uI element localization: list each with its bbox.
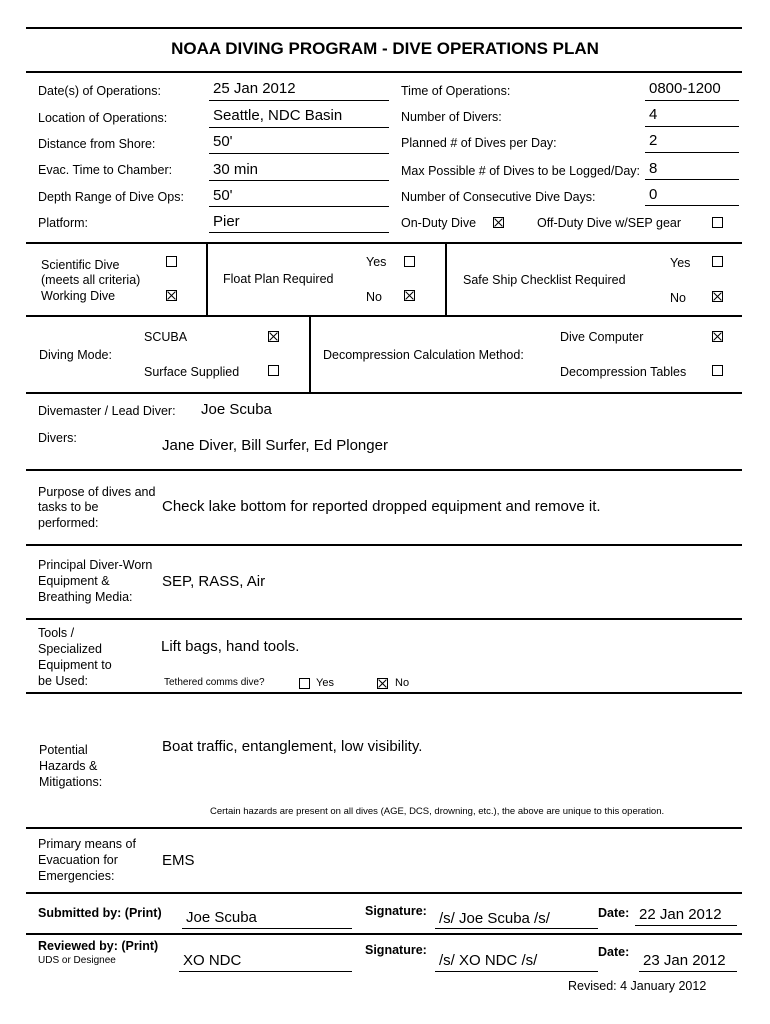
divider: [445, 243, 447, 315]
consec-label: Number of Consecutive Dive Days:: [401, 190, 596, 204]
max-dives-underline: [645, 179, 739, 180]
scientific-dive-label: Scientific Dive: [41, 258, 120, 272]
signature-label: Signature:: [365, 943, 427, 957]
diving-mode-label: Diving Mode:: [39, 348, 112, 362]
submitted-label: Submitted by: (Print): [38, 906, 162, 920]
signature-label: Signature:: [365, 904, 427, 918]
section-rule: [26, 242, 742, 244]
meets-criteria-label: (meets all criteria): [41, 273, 141, 287]
platform-field[interactable]: Pier: [213, 213, 240, 230]
date-label: Date:: [598, 945, 630, 959]
dive-computer-checkbox[interactable]: [712, 331, 723, 342]
tools-label: be Used:: [38, 674, 89, 688]
scientific-dive-checkbox[interactable]: [166, 256, 177, 267]
time-label: Time of Operations:: [401, 84, 511, 98]
section-rule: [26, 618, 742, 620]
hazards-note: Certain hazards are present on all dives (AGE, DCS, drowning, etc.), the above are unique to this operation.: [210, 806, 665, 817]
safe-ship-no-checkbox[interactable]: [712, 291, 723, 302]
tethered-no-label: No: [395, 677, 410, 689]
depth-label: Depth Range of Dive Ops:: [38, 190, 184, 204]
consec-field[interactable]: 0: [649, 186, 658, 203]
offduty-label: Off-Duty Dive w/SEP gear: [537, 216, 682, 230]
depth-field[interactable]: 50': [213, 187, 233, 204]
submitted-signature-underline: [435, 928, 598, 929]
section-rule: [26, 315, 742, 317]
evac-label: Evac. Time to Chamber:: [38, 163, 173, 177]
float-no-label: No: [366, 290, 382, 304]
equipment-label: Equipment &: [38, 574, 110, 588]
offduty-checkbox[interactable]: [712, 217, 723, 228]
reviewed-label: Reviewed by: (Print): [38, 939, 159, 953]
tools-label: Equipment to: [38, 658, 112, 672]
dates-underline: [209, 100, 389, 101]
purpose-label: Purpose of dives and: [38, 485, 156, 499]
tools-field[interactable]: Lift bags, hand tools.: [161, 638, 300, 655]
location-field[interactable]: Seattle, NDC Basin: [213, 107, 343, 124]
evac-field[interactable]: 30 min: [213, 161, 259, 178]
location-label: Location of Operations:: [38, 111, 168, 125]
divider: [206, 243, 208, 315]
working-dive-checkbox[interactable]: [166, 290, 177, 301]
section-rule: [26, 392, 742, 394]
reviewed-name-field[interactable]: XO NDC: [183, 952, 242, 969]
surface-supplied-label: Surface Supplied: [144, 365, 240, 379]
tethered-label: Tethered comms dive?: [164, 677, 265, 688]
reviewed-date-field[interactable]: 23 Jan 2012: [643, 952, 726, 969]
depth-underline: [209, 206, 389, 207]
top-rule: [26, 27, 742, 29]
location-underline: [209, 127, 389, 128]
evacuation-field[interactable]: EMS: [162, 852, 195, 869]
distance-label: Distance from Shore:: [38, 137, 156, 151]
tethered-yes-label: Yes: [316, 677, 334, 689]
submitted-signature-field[interactable]: /s/ Joe Scuba /s/: [439, 910, 550, 927]
tethered-yes-checkbox[interactable]: [299, 678, 310, 689]
submitted-name-underline: [182, 928, 352, 929]
submitted-date-field[interactable]: 22 Jan 2012: [639, 906, 722, 923]
dive-computer-label: Dive Computer: [560, 330, 644, 344]
submitted-name-field[interactable]: Joe Scuba: [186, 909, 257, 926]
section-rule: [26, 544, 742, 546]
section-rule: [26, 933, 742, 935]
section-rule: [26, 827, 742, 829]
time-field[interactable]: 0800-1200: [649, 80, 721, 97]
planned-label: Planned # of Dives per Day:: [401, 136, 557, 150]
hazards-label: Potential: [39, 743, 88, 757]
reviewed-date-underline: [639, 971, 737, 972]
num-divers-underline: [645, 126, 739, 127]
safe-ship-yes-checkbox[interactable]: [712, 256, 723, 267]
scuba-label: SCUBA: [144, 330, 188, 344]
decomp-tables-checkbox[interactable]: [712, 365, 723, 376]
revised-note: Revised: 4 January 2012: [568, 979, 707, 993]
reviewed-signature-underline: [435, 971, 598, 972]
working-dive-label: Working Dive: [41, 289, 116, 303]
tools-label: Specialized: [38, 642, 102, 656]
divemaster-label: Divemaster / Lead Diver:: [38, 404, 176, 418]
distance-underline: [209, 153, 389, 154]
reviewed-name-underline: [179, 971, 352, 972]
purpose-label: performed:: [38, 516, 99, 530]
decomp-tables-label: Decompression Tables: [560, 365, 687, 379]
evacuation-label: Emergencies:: [38, 869, 115, 883]
page-title: NOAA DIVING PROGRAM - DIVE OPERATIONS PLAN: [171, 39, 599, 58]
time-underline: [645, 100, 739, 101]
evacuation-label: Evacuation for: [38, 853, 118, 867]
equipment-field[interactable]: SEP, RASS, Air: [162, 573, 266, 590]
safe-ship-yes-label: Yes: [670, 256, 691, 270]
max-dives-field[interactable]: 8: [649, 160, 658, 177]
divers-field[interactable]: Jane Diver, Bill Surfer, Ed Plonger: [162, 437, 388, 454]
section-rule: [26, 692, 742, 694]
surface-supplied-checkbox[interactable]: [268, 365, 279, 376]
tools-label: Tools /: [38, 626, 75, 640]
safe-ship-no-label: No: [670, 291, 686, 305]
equipment-label: Breathing Media:: [38, 590, 133, 604]
onduty-checkbox[interactable]: [493, 217, 504, 228]
hazards-label: Hazards &: [39, 759, 98, 773]
uds-label: UDS or Designee: [38, 955, 116, 966]
purpose-field[interactable]: Check lake bottom for reported dropped equipment and remove it.: [162, 498, 601, 515]
section-rule: [26, 892, 742, 894]
float-yes-checkbox[interactable]: [404, 256, 415, 267]
divers-label: Divers:: [38, 431, 77, 445]
dates-label: Date(s) of Operations:: [38, 84, 161, 98]
divider: [309, 316, 311, 392]
platform-label: Platform:: [38, 216, 89, 230]
dates-field[interactable]: 25 Jan 2012: [213, 80, 296, 97]
consec-underline: [645, 205, 739, 206]
purpose-label: tasks to be: [38, 500, 99, 514]
title-rule: [26, 71, 742, 73]
tethered-no-checkbox[interactable]: [377, 678, 388, 689]
section-rule: [26, 469, 742, 471]
max-dives-label: Max Possible # of Dives to be Logged/Day:: [401, 164, 641, 178]
evac-underline: [209, 180, 389, 181]
scuba-checkbox[interactable]: [268, 331, 279, 342]
safe-ship-label: Safe Ship Checklist Required: [463, 273, 626, 287]
num-divers-field[interactable]: 4: [649, 106, 658, 123]
planned-field[interactable]: 2: [649, 132, 658, 149]
hazards-label: Mitigations:: [39, 775, 103, 789]
distance-field[interactable]: 50': [213, 133, 233, 150]
date-label: Date:: [598, 906, 630, 920]
evacuation-label: Primary means of: [38, 837, 136, 851]
float-plan-label: Float Plan Required: [223, 272, 334, 286]
equipment-label: Principal Diver-Worn: [38, 558, 153, 572]
planned-underline: [645, 152, 739, 153]
onduty-label: On-Duty Dive: [401, 216, 477, 230]
hazards-field[interactable]: Boat traffic, entanglement, low visibility.: [162, 738, 423, 755]
float-yes-label: Yes: [366, 255, 387, 269]
platform-underline: [209, 232, 389, 233]
submitted-date-underline: [635, 925, 737, 926]
reviewed-signature-field[interactable]: /s/ XO NDC /s/: [439, 952, 538, 969]
float-no-checkbox[interactable]: [404, 290, 415, 301]
divemaster-field[interactable]: Joe Scuba: [201, 401, 272, 418]
decomp-method-label: Decompression Calculation Method:: [323, 348, 524, 362]
num-divers-label: Number of Divers:: [401, 110, 502, 124]
